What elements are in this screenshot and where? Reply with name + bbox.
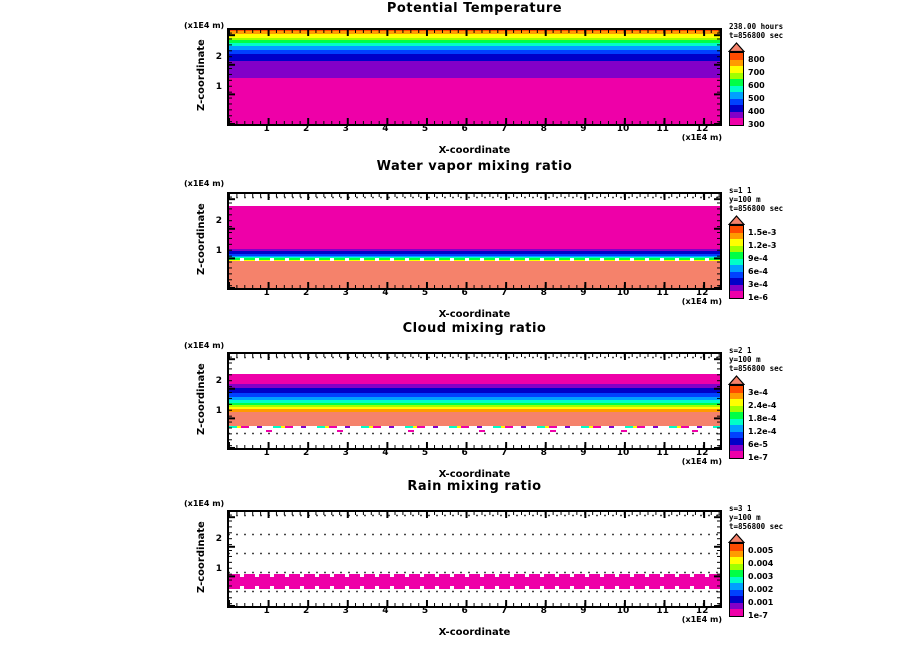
colorbar-label: 0.005: [748, 545, 774, 555]
contour-band: [229, 54, 720, 61]
x-tick-label: 3: [342, 448, 349, 458]
axis-ticks-right: [714, 194, 720, 288]
colorbar-label: 600: [748, 80, 765, 90]
panel-cloud-mixing-ratio: [0, 320, 904, 480]
y-tick-label: 2: [215, 376, 222, 386]
colorbar-swatch: [730, 118, 743, 125]
panel-rain-mixing-ratio: [0, 478, 904, 638]
legend: [729, 504, 901, 621]
legend-line: t=856800 sec: [729, 522, 784, 531]
x-tick-label: 10: [616, 124, 630, 134]
legend-line: y=100 m: [729, 195, 761, 204]
x-tick-label: 8: [540, 606, 547, 616]
x-tick-label: 1: [263, 606, 270, 616]
x-tick-label: 10: [616, 606, 630, 616]
x-tick-label: 4: [382, 124, 389, 134]
contour-band: [229, 206, 720, 249]
x-tick-labels: [227, 448, 722, 460]
x-tick-label: 11: [656, 288, 669, 298]
legend-line: t=856800 sec: [729, 364, 784, 373]
colorbar-swatches: [729, 225, 744, 299]
colorbar-label: 0.002: [748, 584, 774, 594]
plot-row: [0, 346, 904, 480]
colorbar-overflow-triangle: [728, 215, 745, 225]
x-tick-label: 8: [540, 448, 547, 458]
x-tick-label: 12: [695, 606, 709, 616]
x-tick-label: 3: [342, 124, 349, 134]
colorbar-label: 500: [748, 93, 765, 103]
x-axis-label: X-coordinate: [438, 145, 511, 156]
colorbar-label: 1e-7: [748, 453, 768, 463]
colorbar-label: 9e-4: [748, 253, 768, 263]
axis-ticks-right: [714, 354, 720, 448]
legend-annotations: [729, 346, 901, 373]
colorbar-swatch: [730, 451, 743, 458]
contour-fill: [229, 194, 720, 288]
colorbar-label: 1e-7: [748, 611, 768, 621]
x-tick-label: 2: [303, 124, 310, 134]
y-axis-label: Z-coordinate: [196, 203, 207, 275]
x-tick-label: 5: [421, 288, 429, 298]
panel-potential-temperature: [0, 0, 904, 160]
x-tick-label: 9: [580, 606, 587, 616]
y-axis-unit: (x1E4 m): [184, 179, 225, 188]
contour-band: [229, 412, 720, 426]
plot-area: [227, 510, 722, 608]
colorbar: [729, 533, 774, 621]
colorbar-swatches: [729, 543, 744, 617]
x-tick-label: 12: [695, 448, 709, 458]
y-tick-label: 2: [215, 534, 222, 544]
x-tick-label: 2: [303, 448, 310, 458]
contour-fill: [229, 512, 720, 606]
y-axis-unit: (x1E4 m): [184, 499, 225, 508]
axis-ticks-top: [229, 512, 720, 518]
x-tick-label: 10: [616, 288, 630, 298]
contour-fill: [229, 30, 720, 124]
colorbar-overflow-triangle: [728, 42, 745, 52]
x-tick-label: 7: [501, 448, 508, 458]
y-axis-unit: (x1E4 m): [184, 21, 225, 30]
panel-title: Potential Temperature: [386, 1, 563, 16]
panel-title: Cloud mixing ratio: [402, 321, 547, 336]
colorbar-label: 2.4e-4: [748, 400, 777, 410]
x-tick-labels: [227, 288, 722, 300]
legend-annotations: [729, 504, 901, 531]
x-tick-label: 7: [501, 124, 508, 134]
x-tick-label: 6: [461, 288, 468, 298]
contour-band: [229, 512, 720, 574]
panel-title: Water vapor mixing ratio: [376, 159, 573, 174]
x-tick-label: 4: [382, 448, 389, 458]
x-axis-label: X-coordinate: [438, 627, 511, 638]
panel-water-vapor-mixing-ratio: [0, 158, 904, 318]
legend-line: s=2 1: [729, 346, 752, 355]
x-tick-label: 7: [501, 606, 508, 616]
plot-area: [227, 192, 722, 290]
x-tick-labels: [227, 124, 722, 136]
contour-band: [229, 61, 720, 77]
legend-line: t=856800 sec: [729, 204, 784, 213]
axis-ticks-top: [229, 194, 720, 200]
x-tick-label: 1: [263, 124, 270, 134]
x-axis-label: X-coordinate: [438, 469, 511, 480]
colorbar-label: 1.2e-4: [748, 426, 777, 436]
plot-row: [0, 186, 904, 320]
legend: [729, 22, 901, 130]
colorbar-label: 300: [748, 120, 765, 130]
legend: [729, 346, 901, 463]
axis-ticks-right: [714, 512, 720, 606]
x-tick-label: 3: [342, 288, 349, 298]
x-tick-label: 5: [421, 448, 429, 458]
legend-annotations: [729, 22, 901, 40]
colorbar-overflow-triangle: [728, 533, 745, 543]
x-tick-label: 3: [342, 606, 349, 616]
colorbar-label: 3e-4: [748, 279, 768, 289]
colorbar-swatches: [729, 52, 744, 126]
x-tick-label: 11: [656, 124, 669, 134]
legend-line: s=1 1: [729, 186, 752, 195]
colorbar-label: 800: [748, 54, 765, 64]
legend-annotations: [729, 186, 901, 213]
x-tick-label: 4: [382, 288, 389, 298]
x-tick-label: 2: [303, 288, 310, 298]
x-axis-unit: (x1E4 m): [681, 133, 722, 142]
x-tick-label: 6: [461, 124, 468, 134]
colorbar-label: 400: [748, 106, 765, 116]
x-axis-unit: (x1E4 m): [681, 297, 722, 306]
colorbar-swatch: [730, 291, 743, 298]
x-tick-label: 1: [263, 448, 270, 458]
y-axis-label: Z-coordinate: [196, 363, 207, 435]
x-tick-labels: [227, 606, 722, 618]
legend-line: t=856800 sec: [729, 31, 784, 40]
colorbar-overflow-triangle: [728, 375, 745, 385]
axis-ticks-bottom: [229, 118, 720, 124]
axis-ticks-bottom: [229, 600, 720, 606]
x-tick-label: 6: [461, 606, 468, 616]
legend-line: y=100 m: [729, 355, 761, 364]
x-tick-label: 11: [656, 448, 669, 458]
plot-area: [227, 28, 722, 126]
axis-ticks-bottom: [229, 282, 720, 288]
colorbar-label: 6e-4: [748, 266, 768, 276]
axis-ticks-left: [229, 30, 235, 124]
y-tick-label: 2: [215, 216, 222, 226]
x-tick-label: 1: [263, 288, 270, 298]
legend-line: 238.00 hours: [729, 22, 784, 31]
colorbar-label: 6e-5: [748, 439, 768, 449]
x-tick-label: 2: [303, 606, 310, 616]
y-tick-label: 1: [215, 82, 222, 92]
colorbar-label: 0.004: [748, 558, 774, 568]
x-tick-label: 9: [580, 288, 587, 298]
colorbar-label: 0.001: [748, 597, 774, 607]
legend-line: y=100 m: [729, 513, 761, 522]
y-tick-label: 2: [215, 52, 222, 62]
x-tick-label: 7: [501, 288, 508, 298]
y-axis-label: Z-coordinate: [196, 39, 207, 111]
colorbar: [729, 42, 765, 130]
x-tick-label: 5: [421, 606, 429, 616]
axis-ticks-top: [229, 354, 720, 360]
plot-area: [227, 352, 722, 450]
x-tick-label: 12: [695, 124, 709, 134]
colorbar-label: 1.2e-3: [748, 240, 777, 250]
x-tick-label: 9: [580, 124, 587, 134]
colorbar-label: 700: [748, 67, 765, 77]
axis-ticks-left: [229, 194, 235, 288]
x-tick-label: 9: [580, 448, 587, 458]
axis-ticks-left: [229, 354, 235, 448]
colorbar-swatch: [730, 609, 743, 616]
axis-ticks-left: [229, 512, 235, 606]
x-tick-label: 8: [540, 124, 547, 134]
colorbar: [729, 215, 777, 303]
x-axis-unit: (x1E4 m): [681, 615, 722, 624]
x-tick-label: 11: [656, 606, 669, 616]
colorbar-label: 1.5e-3: [748, 227, 777, 237]
colorbar: [729, 375, 777, 463]
axis-ticks-right: [714, 30, 720, 124]
plot-row: [0, 22, 904, 156]
x-tick-label: 5: [421, 124, 429, 134]
x-tick-label: 6: [461, 448, 468, 458]
y-axis-label: Z-coordinate: [196, 521, 207, 593]
x-tick-label: 8: [540, 288, 547, 298]
colorbar-label: 1e-6: [748, 293, 768, 303]
axis-ticks-bottom: [229, 442, 720, 448]
contour-fill: [229, 354, 720, 448]
panel-title: Rain mixing ratio: [407, 479, 542, 494]
colorbar-swatches: [729, 385, 744, 459]
x-tick-label: 4: [382, 606, 389, 616]
plot-row: [0, 504, 904, 638]
y-tick-label: 1: [215, 564, 222, 574]
y-axis-unit: (x1E4 m): [184, 341, 225, 350]
x-tick-label: 10: [616, 448, 630, 458]
x-axis-unit: (x1E4 m): [681, 457, 722, 466]
axis-ticks-top: [229, 30, 720, 36]
x-axis-label: X-coordinate: [438, 309, 511, 320]
colorbar-label: 1.8e-4: [748, 413, 777, 423]
colorbar-label: 0.003: [748, 571, 774, 581]
y-tick-label: 1: [215, 246, 222, 256]
legend: [729, 186, 901, 303]
contour-band: [229, 374, 720, 384]
x-tick-label: 12: [695, 288, 709, 298]
legend-line: s=3 1: [729, 504, 752, 513]
y-tick-label: 1: [215, 406, 222, 416]
colorbar-label: 3e-4: [748, 387, 768, 397]
contour-band: [229, 577, 720, 586]
